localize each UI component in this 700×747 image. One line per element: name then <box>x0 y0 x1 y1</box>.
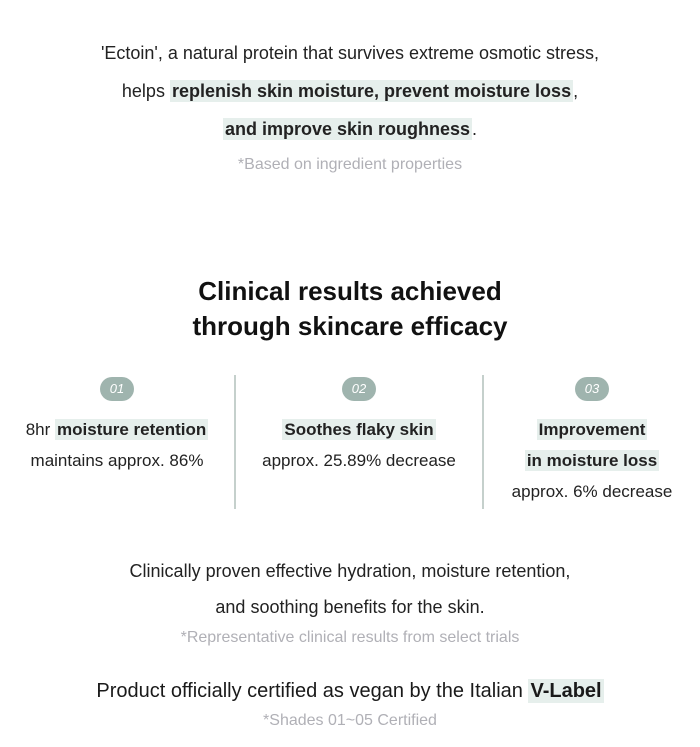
stat-title-highlight: Improvement <box>538 420 646 439</box>
vegan-statement <box>0 676 700 706</box>
ectoin-intro <box>0 34 700 176</box>
intro-line-1: 'Ectoin', a natural protein that survives extreme osmotic stress, <box>100 43 600 63</box>
stat-title-prefix: 8hr <box>25 420 56 439</box>
stat-item-1 <box>0 373 234 476</box>
v-label-highlight: V-Label <box>530 680 602 702</box>
stat-number-badge: 03 <box>575 377 609 401</box>
stat-title-line-2 <box>484 445 700 476</box>
stat-title-highlight: Soothes flaky skin <box>284 420 434 439</box>
vegan-certification <box>0 676 700 732</box>
clinical-stats <box>0 373 700 513</box>
intro-line-2 <box>0 72 700 110</box>
stat-title <box>0 414 234 445</box>
section-heading <box>0 274 700 344</box>
stat-number-badge: 01 <box>100 377 134 401</box>
clinical-claims <box>0 553 700 649</box>
intro-footnote: *Based on ingredient properties <box>237 156 463 173</box>
stat-title-highlight: moisture retention <box>57 420 207 439</box>
vegan-text: Product officially certified as vegan by the Italian <box>96 680 529 702</box>
intro-line-3-suffix: . <box>472 119 478 139</box>
stat-number-badge: 02 <box>342 377 376 401</box>
intro-highlight-1: replenish skin moisture, prevent moisture loss <box>171 81 572 101</box>
intro-line-3 <box>0 110 700 148</box>
vegan-footnote: *Shades 01~05 Certified <box>263 712 437 729</box>
intro-line-2-suffix: , <box>573 81 579 101</box>
stat-detail: maintains approx. 86% <box>30 451 204 470</box>
stat-detail: approx. 25.89% decrease <box>262 451 456 470</box>
intro-line-2-prefix: helps <box>121 81 170 101</box>
stat-title-highlight: in moisture loss <box>526 451 658 470</box>
intro-highlight-2: and improve skin roughness <box>224 119 471 139</box>
stat-title <box>236 414 482 445</box>
claims-footnote: *Representative clinical results from select trials <box>180 629 520 646</box>
heading-line-1: Clinical results achieved <box>198 276 502 306</box>
claims-line-1: Clinically proven effective hydration, moisture retention, <box>129 561 571 581</box>
stat-title <box>484 414 700 445</box>
stat-item-2 <box>236 373 482 476</box>
stat-detail: approx. 6% decrease <box>511 482 673 501</box>
heading-line-2: through skincare efficacy <box>192 311 508 341</box>
claims-line-2: and soothing benefits for the skin. <box>215 597 485 617</box>
stat-item-3 <box>484 373 700 507</box>
